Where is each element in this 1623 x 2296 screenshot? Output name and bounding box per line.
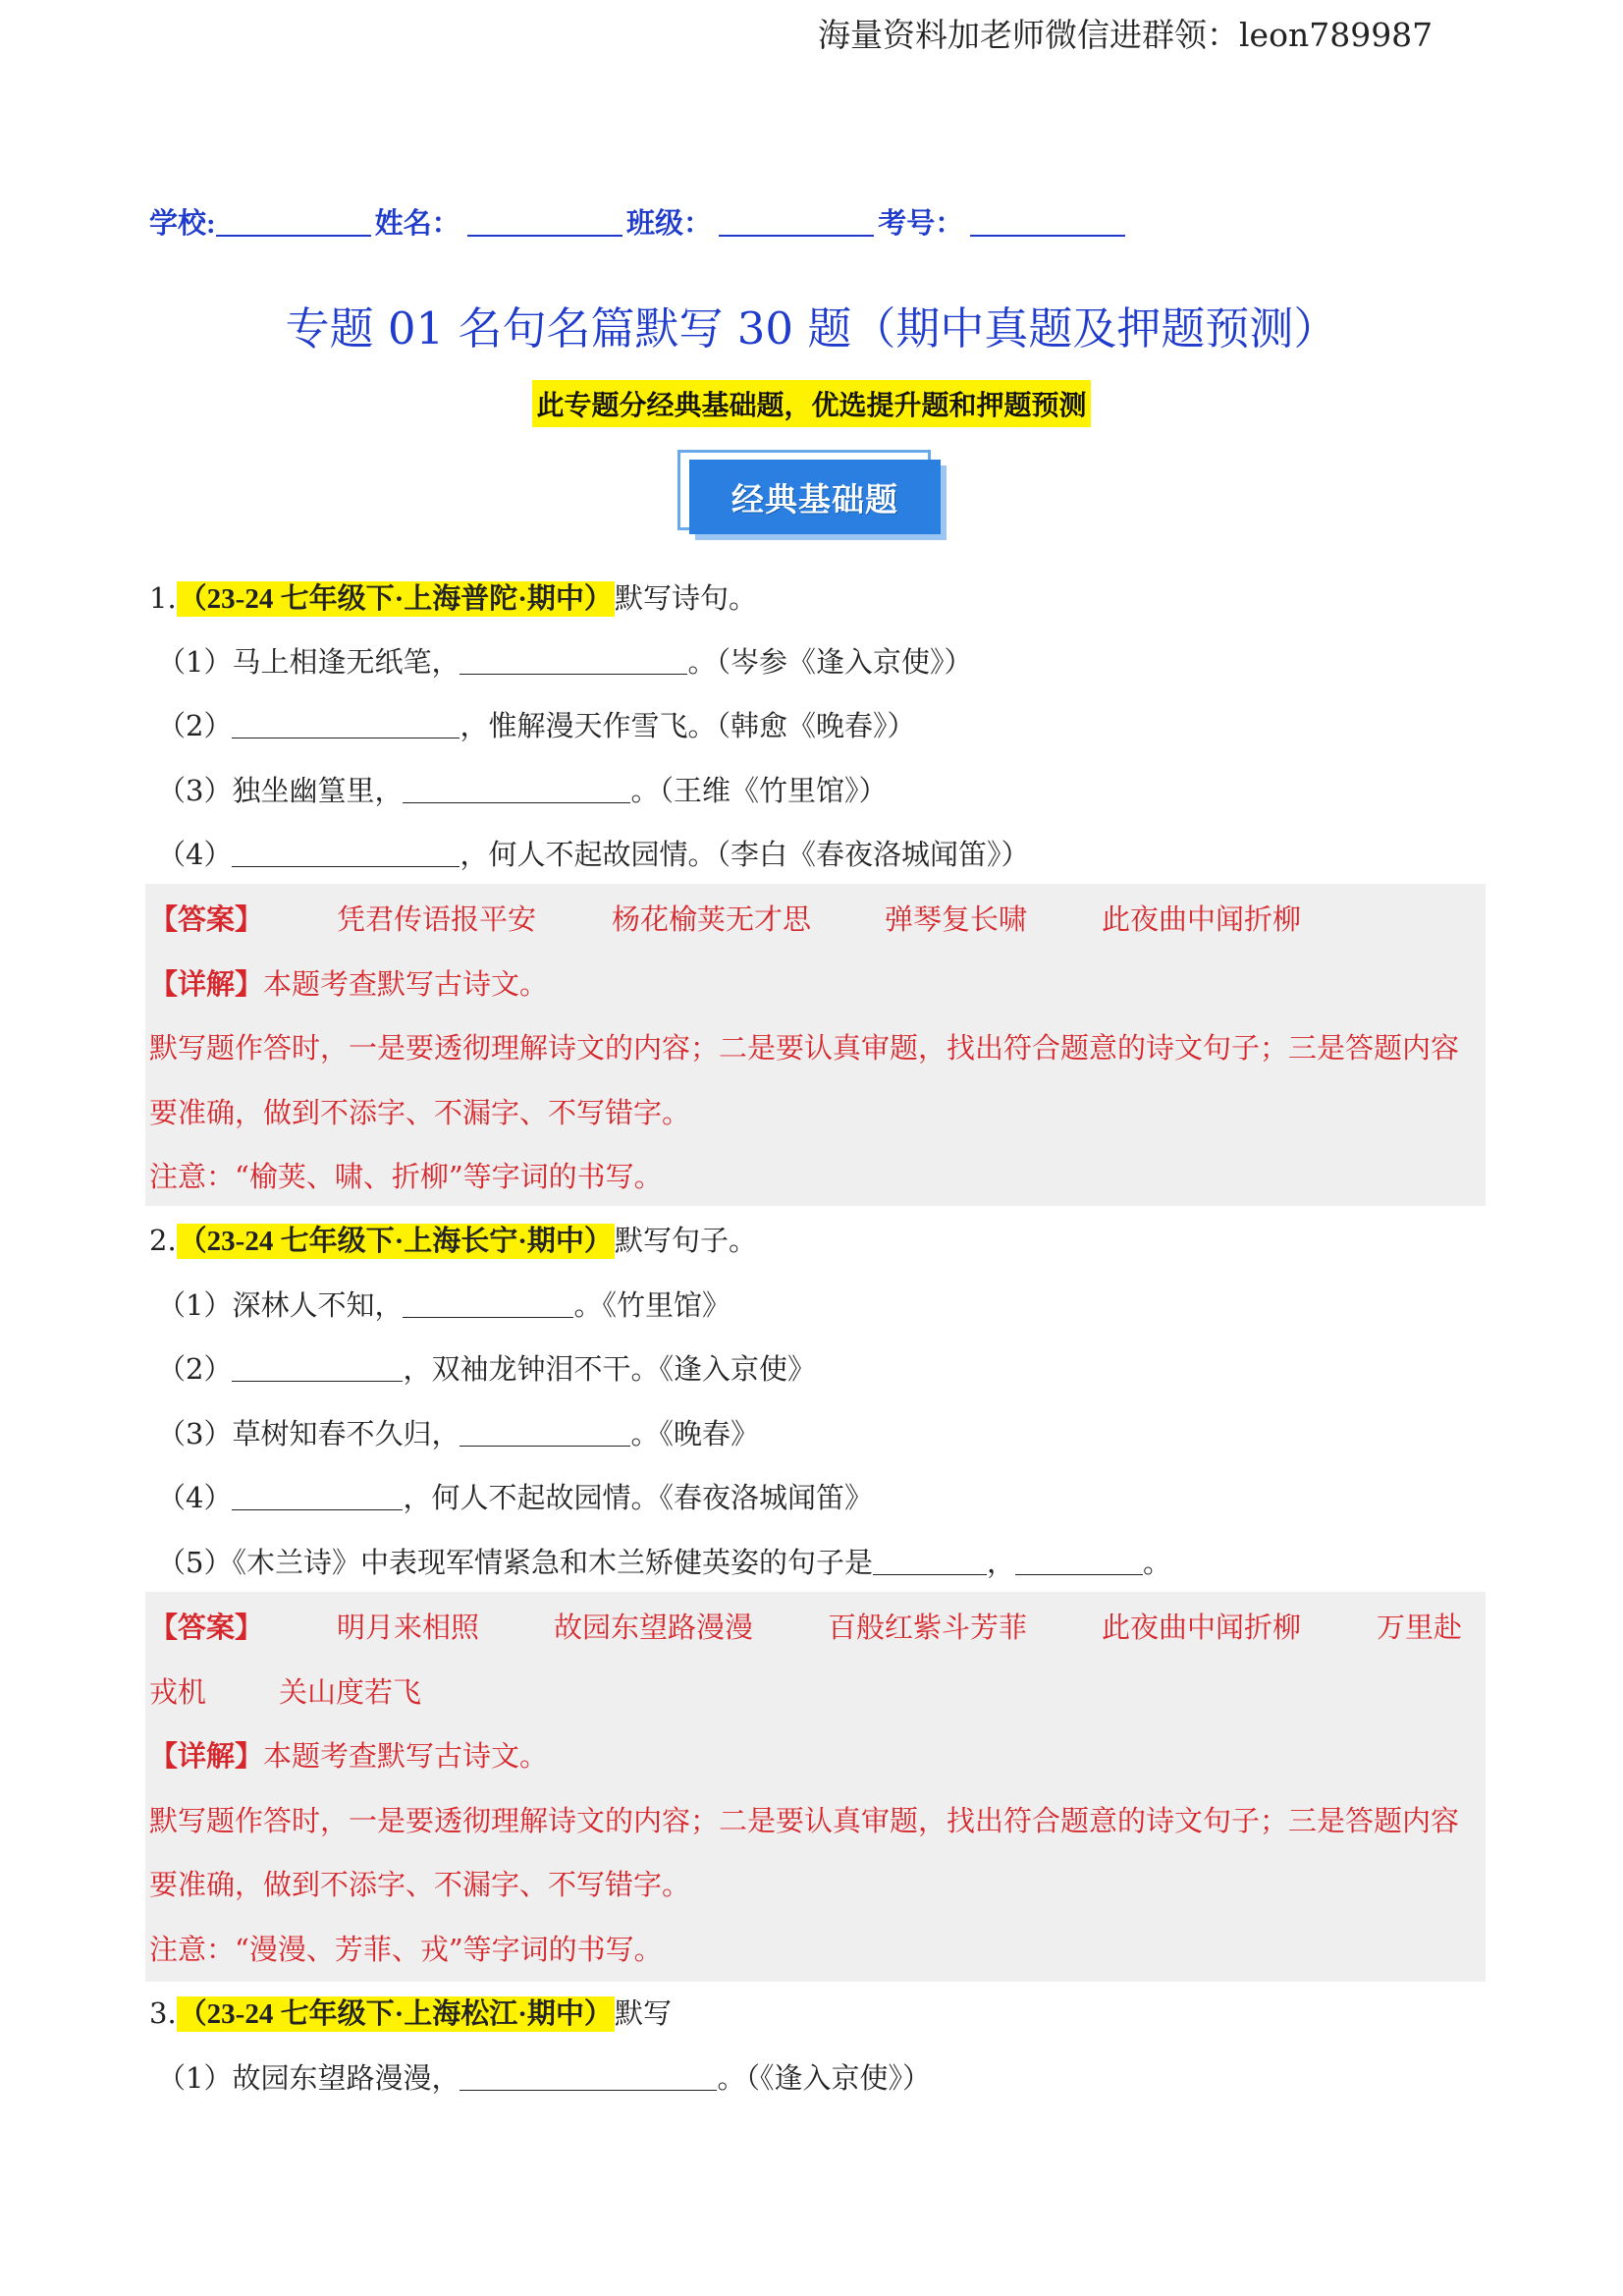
school-label: 学校: bbox=[149, 208, 216, 240]
item-text: ， bbox=[986, 1546, 1015, 1579]
section-badge-panel bbox=[689, 460, 941, 534]
item-text: （1）故园东望路漫漫， bbox=[157, 2061, 460, 2095]
item-text: （1）深林人不知， bbox=[157, 1288, 404, 1322]
item-text: （3）独坐幽篁里， bbox=[157, 774, 404, 807]
item-text: ，双袖龙钟泪不干。《逢入京使》 bbox=[403, 1352, 816, 1386]
name-blank bbox=[467, 205, 622, 237]
question-2-item-2 bbox=[157, 1347, 816, 1388]
answer-1-2: 杨花榆荚无才思 bbox=[612, 902, 812, 936]
item-text: （2） bbox=[157, 1352, 233, 1386]
explain-line-1: 默写题作答时，一是要透彻理解诗文的内容；二是要认真审题，找出符合题意的诗文句子；三是答题内容 bbox=[149, 1031, 1460, 1065]
item-text: （4） bbox=[157, 1481, 233, 1514]
answer-blank[interactable] bbox=[873, 1547, 987, 1575]
answer-2-4: 此夜曲中闻折柳 bbox=[1102, 1611, 1302, 1644]
exam-no-blank bbox=[970, 205, 1125, 237]
item-text: （2） bbox=[157, 709, 233, 742]
answer-blank[interactable] bbox=[232, 839, 460, 867]
answer-blank[interactable] bbox=[403, 1289, 573, 1318]
answer-1-3: 弹琴复长啸 bbox=[885, 902, 1028, 936]
answer-2-1: 明月来相照 bbox=[337, 1611, 480, 1644]
question-stem-text: 默写 bbox=[614, 1996, 672, 2030]
answer-2-5: 万里赴 bbox=[1377, 1611, 1463, 1644]
explain-line-2: 要准确，做到不添字、不漏字、不写错字。 bbox=[149, 1868, 691, 1901]
detail-label: 【详解】 bbox=[149, 1739, 264, 1773]
answer-key: 【答案】 bbox=[149, 902, 264, 936]
question-2-item-3 bbox=[157, 1412, 759, 1452]
answer-label bbox=[149, 898, 263, 938]
question-source-tag: （23-24 七年级下·上海长宁·期中） bbox=[178, 1226, 613, 1257]
question-1-stem bbox=[149, 576, 757, 617]
detail-text: 本题考查默写古诗文。 bbox=[263, 967, 549, 1001]
question-2-stem bbox=[149, 1219, 757, 1259]
answer-2-2: 故园东望路漫漫 bbox=[554, 1611, 754, 1644]
detail-label: 【详解】 bbox=[149, 967, 264, 1001]
answer-blank[interactable] bbox=[460, 646, 687, 675]
item-text: 。（《逢入京使》） bbox=[717, 2061, 931, 2095]
question-2-item-5 bbox=[157, 1541, 1171, 1581]
question-1-item-1 bbox=[157, 640, 972, 681]
answer-2-6: 关山度若飞 bbox=[279, 1675, 422, 1709]
subtitle: 此专题分经典基础题，优选提升题和押题预测 bbox=[532, 380, 1090, 427]
exam-no-label: 考号： bbox=[878, 208, 964, 240]
question-3-stem bbox=[149, 1992, 672, 2032]
question-1-item-4 bbox=[157, 833, 1029, 873]
page-title: 专题 01 名句名篇默写 30 题（期中真题及押题预测） bbox=[285, 302, 1338, 355]
class-label: 班级： bbox=[625, 208, 712, 240]
answer-blank[interactable] bbox=[460, 2062, 717, 2091]
school-blank bbox=[216, 205, 371, 237]
section-badge bbox=[677, 450, 950, 540]
item-text: 。（王维《竹里馆》） bbox=[630, 774, 888, 807]
note-line: 注意：“漫漫、芳菲、戎”等字词的书写。 bbox=[149, 1933, 663, 1966]
question-1-item-3 bbox=[157, 769, 887, 809]
question-number: 3. bbox=[149, 1996, 177, 2030]
student-info-row bbox=[149, 201, 1129, 242]
item-text: 。 bbox=[1142, 1546, 1171, 1579]
header-note: 海量资料加老师微信进群领：leon789987 bbox=[818, 16, 1434, 54]
item-text: ，惟解漫天作雪飞。（韩愈《晚春》） bbox=[460, 709, 916, 742]
note-line: 注意：“榆荚、啸、折柳”等字词的书写。 bbox=[149, 1160, 663, 1193]
answer-blank[interactable] bbox=[1015, 1547, 1143, 1575]
question-source-tag: （23-24 七年级下·上海普陀·期中） bbox=[178, 583, 613, 615]
answer-blank[interactable] bbox=[460, 1418, 630, 1447]
explain-line-1: 默写题作答时，一是要透彻理解诗文的内容；二是要认真审题，找出符合题意的诗文句子；三是答题内容 bbox=[149, 1804, 1460, 1837]
detail-line bbox=[149, 962, 548, 1003]
item-text: ，何人不起故园情。（李白《春夜洛城闻笛》） bbox=[460, 838, 1030, 871]
item-text: （4） bbox=[157, 838, 233, 871]
explain-line-2: 要准确，做到不添字、不漏字、不写错字。 bbox=[149, 1096, 691, 1129]
answer-blank[interactable] bbox=[232, 1482, 403, 1510]
answer-2-5-cont: 戎机 bbox=[149, 1675, 207, 1709]
question-2-item-1 bbox=[157, 1284, 730, 1324]
detail-line bbox=[149, 1734, 548, 1775]
detail-text: 本题考查默写古诗文。 bbox=[263, 1739, 549, 1773]
item-text: 。《晚春》 bbox=[630, 1417, 759, 1450]
name-label: 姓名： bbox=[374, 208, 460, 240]
item-text: （1）马上相逢无纸笔， bbox=[157, 645, 460, 679]
question-1-item-2 bbox=[157, 704, 915, 744]
question-number: 1. bbox=[149, 581, 177, 615]
answer-blank[interactable] bbox=[232, 710, 460, 738]
answer-box-2 bbox=[145, 1592, 1486, 1982]
question-source-tag: （23-24 七年级下·上海松江·期中） bbox=[178, 1998, 613, 2030]
question-number: 2. bbox=[149, 1224, 177, 1257]
class-blank bbox=[719, 205, 874, 237]
item-text: 。（岑参《逢入京使》） bbox=[687, 645, 973, 679]
question-stem-text: 默写句子。 bbox=[614, 1224, 757, 1257]
question-2-item-4 bbox=[157, 1476, 873, 1516]
question-stem-text: 默写诗句。 bbox=[614, 581, 757, 615]
question-3-item-1 bbox=[157, 2056, 931, 2097]
answer-2-3: 百般红紫斗芳菲 bbox=[828, 1611, 1028, 1644]
answer-key: 【答案】 bbox=[149, 1611, 264, 1644]
subtitle-wrap bbox=[0, 380, 1623, 427]
item-text: ，何人不起故园情。《春夜洛城闻笛》 bbox=[403, 1481, 873, 1514]
item-text: 。《竹里馆》 bbox=[573, 1288, 730, 1322]
answer-1-4: 此夜曲中闻折柳 bbox=[1102, 902, 1302, 936]
answer-blank[interactable] bbox=[232, 1353, 403, 1382]
item-text: （5）《木兰诗》中表现军情紧急和木兰矫健英姿的句子是 bbox=[157, 1546, 873, 1579]
item-text: （3）草树知春不久归， bbox=[157, 1417, 460, 1450]
section-badge-label: 经典基础题 bbox=[731, 479, 898, 519]
answer-label bbox=[149, 1606, 263, 1646]
answer-blank[interactable] bbox=[403, 775, 630, 803]
answer-1-1: 凭君传语报平安 bbox=[337, 902, 537, 936]
